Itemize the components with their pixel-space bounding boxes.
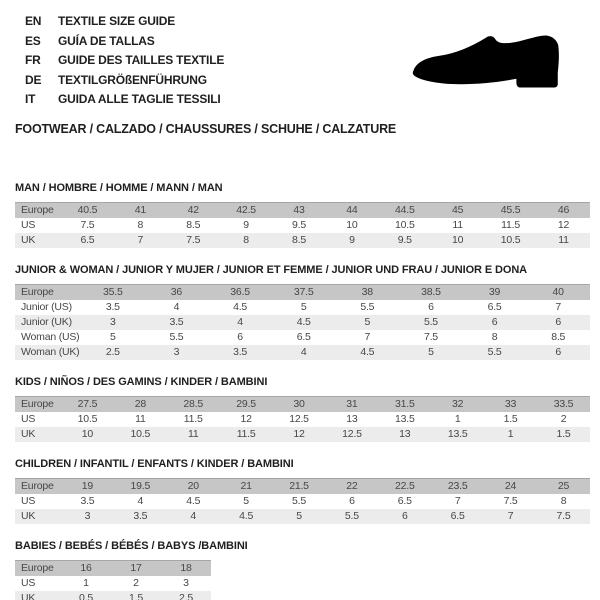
table-row [15, 330, 590, 345]
size-value: 7 [114, 233, 167, 248]
size-value: 10.5 [378, 218, 431, 233]
size-value: 13.5 [431, 427, 484, 442]
table-row [15, 494, 590, 509]
size-value: 8.5 [167, 218, 220, 233]
table-row [15, 576, 211, 591]
size-value: 43 [273, 202, 326, 218]
size-value: 12 [220, 412, 273, 427]
size-value: 4.5 [220, 509, 273, 524]
size-value: 12 [273, 427, 326, 442]
row-label: US [15, 218, 61, 233]
table-row [15, 509, 590, 524]
size-value: 44.5 [378, 202, 431, 218]
size-value: 31.5 [378, 396, 431, 412]
size-value: 1 [431, 412, 484, 427]
size-value: 0.5 [61, 591, 111, 600]
table-row [15, 396, 590, 412]
row-label: Europe [15, 478, 61, 494]
size-value: 9 [325, 233, 378, 248]
size-value: 45 [431, 202, 484, 218]
section-kids [15, 376, 590, 442]
language-label: GUIDA ALLE TAGLIE TESSILI [58, 92, 221, 106]
size-value: 5 [273, 509, 326, 524]
size-value: 2 [537, 412, 590, 427]
size-value: 7 [336, 330, 400, 345]
size-value: 6 [399, 300, 463, 315]
section-title: MAN / HOMBRE / HOMME / MANN / MAN [15, 181, 223, 194]
size-value: 42.5 [220, 202, 273, 218]
table-row [15, 427, 590, 442]
size-value: 27.5 [61, 396, 114, 412]
row-label: UK [15, 233, 61, 248]
size-value: 7.5 [484, 494, 537, 509]
table-row [15, 345, 590, 360]
size-value: 36.5 [208, 284, 272, 300]
size-value: 6 [526, 345, 590, 360]
language-label: TEXTILE SIZE GUIDE [58, 14, 176, 28]
size-value: 11 [167, 427, 220, 442]
size-value: 3.5 [145, 315, 209, 330]
size-value: 3 [161, 576, 211, 591]
size-value: 3 [145, 345, 209, 360]
size-value: 5 [220, 494, 273, 509]
size-value: 21.5 [273, 478, 326, 494]
size-value: 31 [325, 396, 378, 412]
size-value: 5 [81, 330, 145, 345]
table-row [15, 412, 590, 427]
size-value: 40.5 [61, 202, 114, 218]
size-value: 10.5 [61, 412, 114, 427]
size-value: 32 [431, 396, 484, 412]
size-value: 5.5 [145, 330, 209, 345]
row-label: Junior (US) [15, 300, 81, 315]
size-value: 22 [325, 478, 378, 494]
size-value: 19.5 [114, 478, 167, 494]
size-value: 8.5 [526, 330, 590, 345]
header [15, 12, 590, 136]
size-value: 37.5 [272, 284, 336, 300]
size-value: 1.5 [111, 591, 161, 600]
row-label: US [15, 494, 61, 509]
size-value: 6.5 [463, 300, 527, 315]
size-value: 3.5 [208, 345, 272, 360]
row-label: Woman (UK) [15, 345, 81, 360]
size-value: 5 [399, 345, 463, 360]
size-value: 11 [431, 218, 484, 233]
size-value: 10 [325, 218, 378, 233]
size-value: 4 [145, 300, 209, 315]
size-value: 10.5 [114, 427, 167, 442]
size-value: 44 [325, 202, 378, 218]
size-value: 11.5 [220, 427, 273, 442]
size-value: 5 [272, 300, 336, 315]
size-value: 1 [484, 427, 537, 442]
size-value: 8 [114, 218, 167, 233]
size-value: 5.5 [273, 494, 326, 509]
size-value: 20 [167, 478, 220, 494]
section-title: CHILDREN / INFANTIL / ENFANTS / KINDER / BAMBINI [15, 457, 294, 470]
row-label: Junior (UK) [15, 315, 81, 330]
size-value: 6.5 [378, 494, 431, 509]
size-value: 7.5 [537, 509, 590, 524]
size-value: 4 [114, 494, 167, 509]
size-value: 7 [431, 494, 484, 509]
size-value: 6.5 [61, 233, 114, 248]
size-value: 3.5 [81, 300, 145, 315]
size-value: 33.5 [537, 396, 590, 412]
size-value: 13 [378, 427, 431, 442]
size-value: 9 [220, 218, 273, 233]
size-value: 7.5 [399, 330, 463, 345]
table-row [15, 218, 590, 233]
size-value: 13.5 [378, 412, 431, 427]
size-table [15, 478, 590, 524]
size-value: 7.5 [167, 233, 220, 248]
size-value: 6 [208, 330, 272, 345]
size-value: 3 [61, 509, 114, 524]
section-babies [15, 540, 590, 600]
size-table [15, 202, 590, 248]
size-value: 25 [537, 478, 590, 494]
size-value: 38 [336, 284, 400, 300]
size-value: 8 [463, 330, 527, 345]
size-value: 11.5 [484, 218, 537, 233]
size-value: 4 [272, 345, 336, 360]
row-label: UK [15, 591, 61, 600]
size-value: 5 [336, 315, 400, 330]
size-value: 40 [526, 284, 590, 300]
size-value: 10.5 [484, 233, 537, 248]
size-value: 4 [167, 509, 220, 524]
size-value: 6.5 [272, 330, 336, 345]
size-value: 12 [537, 218, 590, 233]
size-value: 19 [61, 478, 114, 494]
row-label: UK [15, 509, 61, 524]
row-label: Europe [15, 202, 61, 218]
table-row [15, 300, 590, 315]
size-value: 4 [208, 315, 272, 330]
section-title: KIDS / NIÑOS / DES GAMINS / KINDER / BAMBINI [15, 375, 268, 388]
size-value: 2.5 [161, 591, 211, 600]
language-label: GUÍA DE TALLAS [58, 33, 155, 48]
size-value: 29.5 [220, 396, 273, 412]
section-junior-woman [15, 264, 590, 360]
size-value: 11.5 [167, 412, 220, 427]
size-value: 7.5 [61, 218, 114, 233]
size-value: 12.5 [325, 427, 378, 442]
size-value: 36 [145, 284, 209, 300]
size-value: 42 [167, 202, 220, 218]
size-value: 1.5 [484, 412, 537, 427]
size-value: 28.5 [167, 396, 220, 412]
size-value: 3 [81, 315, 145, 330]
size-value: 9.5 [378, 233, 431, 248]
size-value: 39 [463, 284, 527, 300]
size-value: 6 [526, 315, 590, 330]
size-value: 1 [61, 576, 111, 591]
size-value: 5.5 [336, 300, 400, 315]
row-label: Woman (US) [15, 330, 81, 345]
language-code: ES [25, 33, 41, 48]
size-value: 4.5 [272, 315, 336, 330]
size-value: 38.5 [399, 284, 463, 300]
language-code: FR [25, 53, 41, 67]
size-value: 5.5 [463, 345, 527, 360]
section-title: BABIES / BEBÉS / BÉBÉS / BABYS /BAMBINI [15, 539, 248, 552]
size-value: 3.5 [114, 509, 167, 524]
size-value: 10 [431, 233, 484, 248]
size-value: 11 [537, 233, 590, 248]
language-label: GUIDE DES TAILLES TEXTILE [58, 53, 225, 67]
size-table [15, 396, 590, 442]
size-value: 12.5 [273, 412, 326, 427]
size-value: 17 [111, 560, 161, 576]
table-row [15, 315, 590, 330]
size-value: 22.5 [378, 478, 431, 494]
size-value: 4.5 [336, 345, 400, 360]
language-code: EN [25, 14, 42, 28]
size-value: 45.5 [484, 202, 537, 218]
size-value: 46 [537, 202, 590, 218]
table-row [15, 284, 590, 300]
size-value: 6 [463, 315, 527, 330]
section-man [15, 182, 590, 248]
size-value: 21 [220, 478, 273, 494]
table-row [15, 560, 211, 576]
size-value: 5.5 [399, 315, 463, 330]
size-value: 9.5 [273, 218, 326, 233]
size-value: 4.5 [208, 300, 272, 315]
size-value: 8 [537, 494, 590, 509]
size-value: 8 [220, 233, 273, 248]
section-children [15, 458, 590, 524]
size-value: 4.5 [167, 494, 220, 509]
size-value: 6 [325, 494, 378, 509]
size-value: 28 [114, 396, 167, 412]
size-value: 7 [484, 509, 537, 524]
size-value: 41 [114, 202, 167, 218]
size-value: 18 [161, 560, 211, 576]
language-code: DE [25, 72, 42, 87]
size-value: 8.5 [273, 233, 326, 248]
size-value: 23.5 [431, 478, 484, 494]
row-label: US [15, 412, 61, 427]
size-value: 2 [111, 576, 161, 591]
size-value: 1.5 [537, 427, 590, 442]
table-row [15, 233, 590, 248]
dress-shoe-icon [392, 18, 588, 106]
row-label: Europe [15, 284, 81, 300]
row-label: Europe [15, 396, 61, 412]
table-row [15, 202, 590, 218]
size-value: 6 [378, 509, 431, 524]
row-label: US [15, 576, 61, 591]
size-value: 2.5 [81, 345, 145, 360]
language-code: IT [25, 92, 36, 106]
table-row [15, 591, 211, 600]
size-value: 11 [114, 412, 167, 427]
row-label: Europe [15, 560, 61, 576]
size-value: 30 [273, 396, 326, 412]
row-label: UK [15, 427, 61, 442]
size-value: 3.5 [61, 494, 114, 509]
size-value: 16 [61, 560, 111, 576]
size-value: 13 [325, 412, 378, 427]
size-value: 5.5 [325, 509, 378, 524]
size-value: 10 [61, 427, 114, 442]
size-sections [15, 182, 590, 600]
size-value: 35.5 [81, 284, 145, 300]
table-row [15, 478, 590, 494]
size-value: 33 [484, 396, 537, 412]
section-title: JUNIOR & WOMAN / JUNIOR Y MUJER / JUNIOR ET FEMME / JUNIOR UND FRAU / JUNIOR E DONA [15, 263, 528, 276]
size-table [15, 560, 211, 600]
language-label: TEXTILGRÖßENFÜHRUNG [58, 72, 207, 87]
size-value: 7 [526, 300, 590, 315]
size-table [15, 284, 590, 360]
category-title: FOOTWEAR / CALZADO / CHAUSSURES / SCHUHE / CALZATURE [15, 121, 397, 136]
size-value: 6.5 [431, 509, 484, 524]
size-value: 24 [484, 478, 537, 494]
